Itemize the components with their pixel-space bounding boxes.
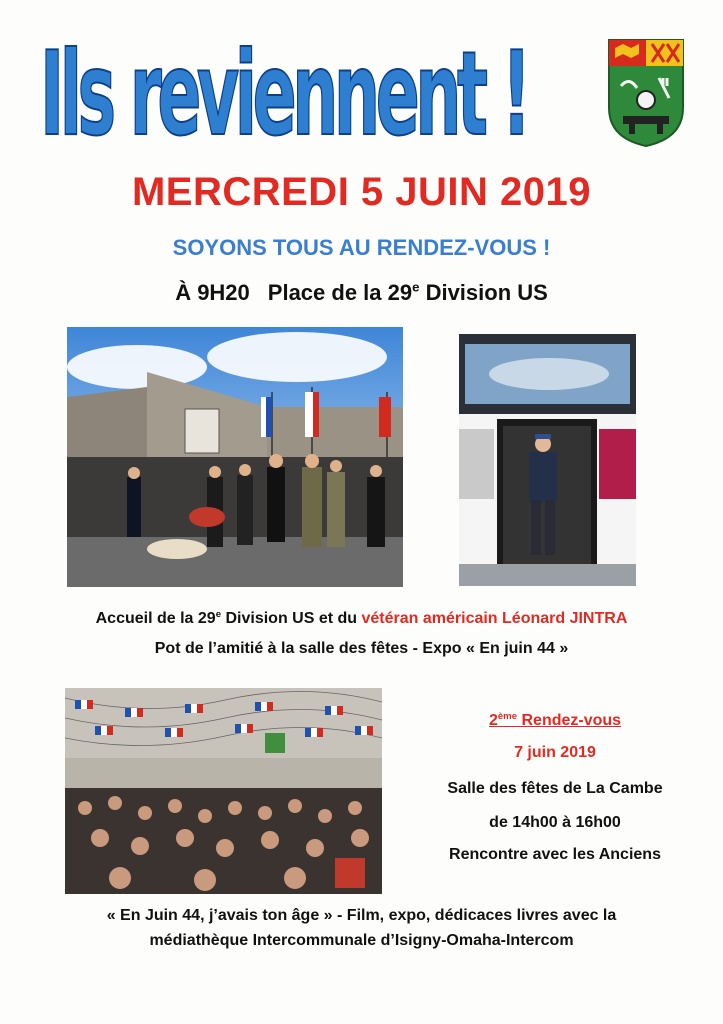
second-meeting-date: 7 juin 2019 (514, 744, 596, 761)
veteran-bus-photo (459, 334, 636, 586)
second-meeting-title: 2ème Rendez-vous (488, 710, 622, 729)
reception-line: Pot de l’amitié à la salle des fêtes - Expo « En juin 44 » (154, 640, 569, 657)
hall-crowd-photo (65, 688, 382, 894)
second-meeting-venue: Salle des fêtes de La Cambe (447, 780, 663, 797)
headline: Ils reviennent ! (40, 27, 527, 162)
second-meeting-activity: Rencontre avec les Anciens (449, 846, 661, 863)
tagline: SOYONS TOUS AU RENDEZ-VOUS ! (172, 235, 551, 260)
welcome-line: Accueil de la 29e Division US et du vétéran américain Léonard JINTRA (95, 608, 628, 627)
event-time: À 9H20 (175, 280, 250, 305)
event-place: Place de la 29e Division US (267, 279, 548, 305)
coat-of-arms-emblem (607, 38, 685, 148)
veteran-name: vétéran américain Léonard JINTRA (361, 610, 628, 627)
ceremony-photo (67, 327, 403, 587)
footer-line-1: « En Juin 44, j’avais ton âge » - Film, expo, dédicaces livres avec la (106, 907, 617, 924)
footer-line-2: médiathèque Intercommunale d’Isigny-Omaha-Intercom (149, 932, 574, 949)
event-date: MERCREDI 5 JUIN 2019 (131, 170, 592, 214)
second-meeting-hours: de 14h00 à 16h00 (489, 814, 621, 831)
time-and-place (0, 280, 723, 306)
